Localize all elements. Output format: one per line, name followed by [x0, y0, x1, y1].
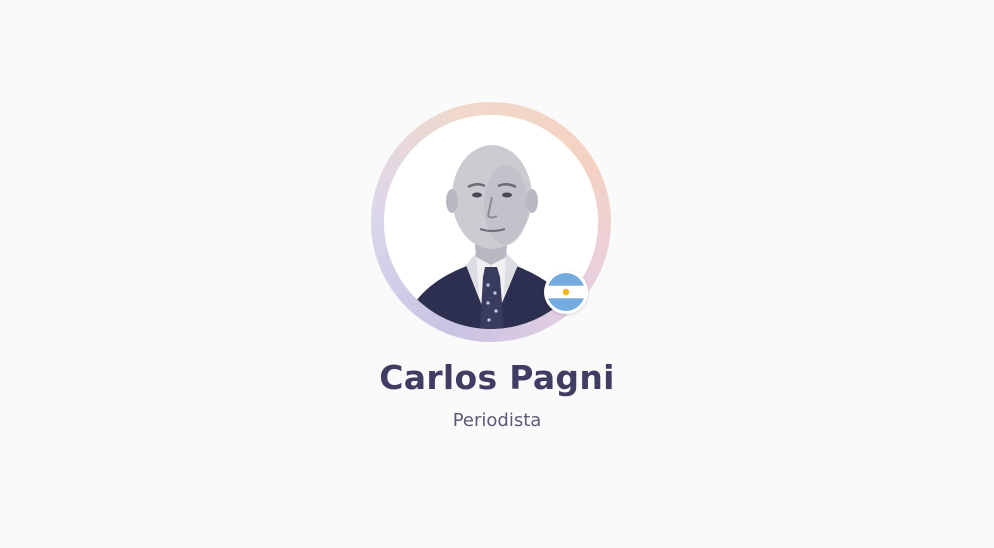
country-badge — [544, 270, 588, 314]
person-name: Carlos Pagni — [379, 358, 615, 397]
person-role: Periodista — [452, 410, 542, 431]
argentina-flag-icon — [547, 273, 585, 311]
